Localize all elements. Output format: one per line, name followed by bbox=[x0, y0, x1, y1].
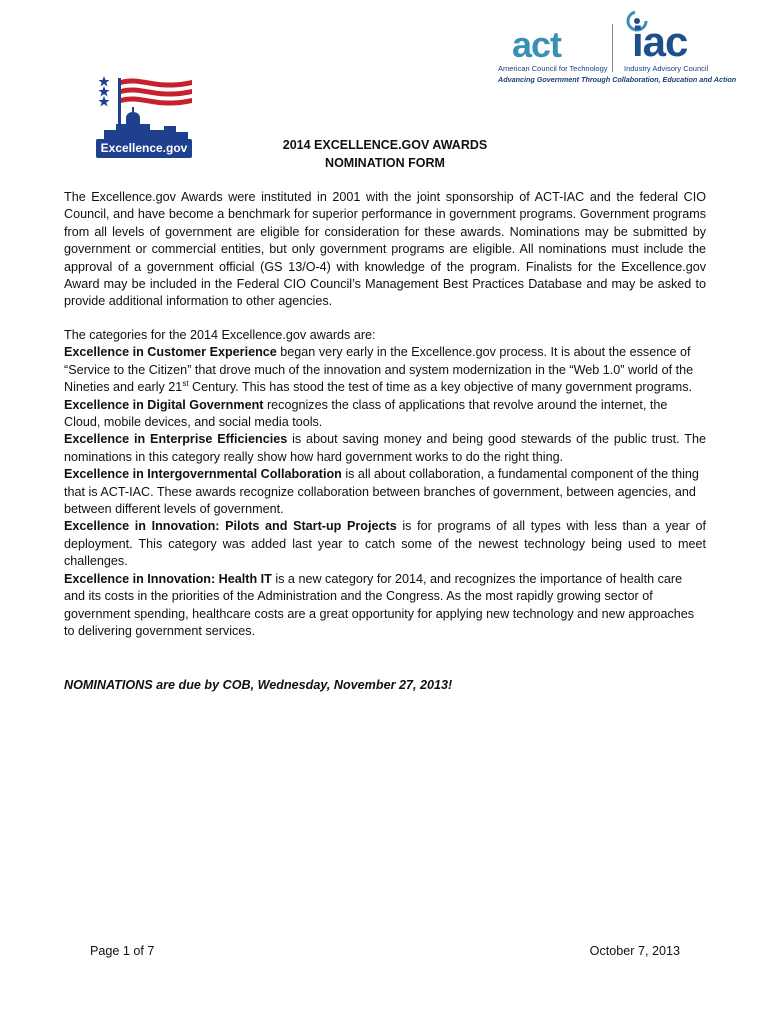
iac-subtitle: Industry Advisory Council bbox=[624, 64, 709, 73]
category-enterprise-efficiencies bbox=[64, 431, 706, 466]
category-customer-experience bbox=[64, 344, 706, 396]
category-innovation-pilots bbox=[64, 518, 706, 570]
page-number: Page 1 of 7 bbox=[90, 944, 155, 958]
category-innovation-health-it bbox=[64, 571, 706, 641]
category-term: Excellence in Digital Government bbox=[64, 397, 264, 412]
category-description-cont: Century. This has stood the test of time as a key objective of many government programs. bbox=[188, 380, 693, 395]
nomination-deadline: NOMINATIONS are due by COB, Wednesday, November 27, 2013! bbox=[64, 678, 453, 692]
act-iac-logo bbox=[494, 8, 737, 86]
category-term: Excellence in Enterprise Efficiencies bbox=[64, 432, 288, 447]
category-term: Excellence in Innovation: Health IT bbox=[64, 571, 272, 586]
category-description: is about saving money and being good stewards of the public trust. The nominations in this category really show how hard government works to do the right thing. bbox=[64, 432, 706, 464]
logo-divider bbox=[612, 24, 613, 72]
category-intergovernmental-collaboration bbox=[64, 466, 706, 518]
document-title: 2014 EXCELLENCE.GOV AWARDS bbox=[282, 138, 488, 152]
category-description: is a new category for 2014, and recognizes the importance of health care and its costs in the priorities of the Administration and the Congress. As the most rapidly growing sector of government spending, healthcare costs are a great opportunity for applying new technology and new approaches to delivering government services. bbox=[64, 571, 695, 638]
logo-tagline: Advancing Government Through Collaboration, Education and Action bbox=[498, 75, 737, 84]
categories-section bbox=[64, 327, 706, 640]
flag-capitol-icon bbox=[96, 74, 194, 144]
act-subtitle: American Council for Technology bbox=[498, 64, 608, 73]
category-description: is for programs of all types with less than a year of deployment. This category was added last year to catch some of the newest technology being used to meet challenges. bbox=[64, 519, 707, 569]
category-description: is all about collaboration, a fundamental component of the thing that is ACT-IAC. These awards recognize collaboration between branches of government, between agencies, and between different levels of government. bbox=[64, 467, 699, 517]
document-subtitle: NOMINATION FORM bbox=[325, 156, 445, 170]
document-date: October 7, 2013 bbox=[589, 944, 680, 958]
excellence-gov-label: Excellence.gov bbox=[96, 139, 192, 158]
category-term: Excellence in Customer Experience bbox=[64, 345, 277, 360]
ordinal-suffix: st bbox=[182, 379, 189, 389]
category-term: Excellence in Intergovernmental Collaboration bbox=[64, 467, 342, 482]
category-description: recognizes the class of applications that revolve around the internet, the Cloud, mobile devices, and social media tools. bbox=[64, 397, 668, 430]
category-description: began very early in the Excellence.gov process. It is about the essence of “Service to the Citizen” that drove much of the innovation and system modernization in the “Web 1.0” world of the Nineties and early 21 bbox=[64, 345, 694, 395]
iac-wordmark: iac bbox=[632, 18, 688, 65]
category-digital-government bbox=[64, 397, 706, 432]
intro-paragraph: The Excellence.gov Awards were instituted in 2001 with the joint sponsorship of ACT-IAC and the federal CIO Council, and have become a benchmark for superior performance in government programs. Government programs from all levels of government are eligible for consideration for these awards. Nominations may be submitted by government or commercial entities, but only government programs are eligible. All nominations must include the approval of a government official (GS 13/O-4) with knowledge of the program. Finalists for the Excellence.gov Award may be included in the Federal CIO Council’s Management Best Practices Database and may be asked to provide additional information to other agencies. bbox=[64, 190, 706, 309]
act-wordmark: act bbox=[512, 24, 562, 65]
category-term: Excellence in Innovation: Pilots and Start-up Projects bbox=[64, 519, 397, 534]
categories-intro: The categories for the 2014 Excellence.gov awards are: bbox=[64, 328, 376, 342]
